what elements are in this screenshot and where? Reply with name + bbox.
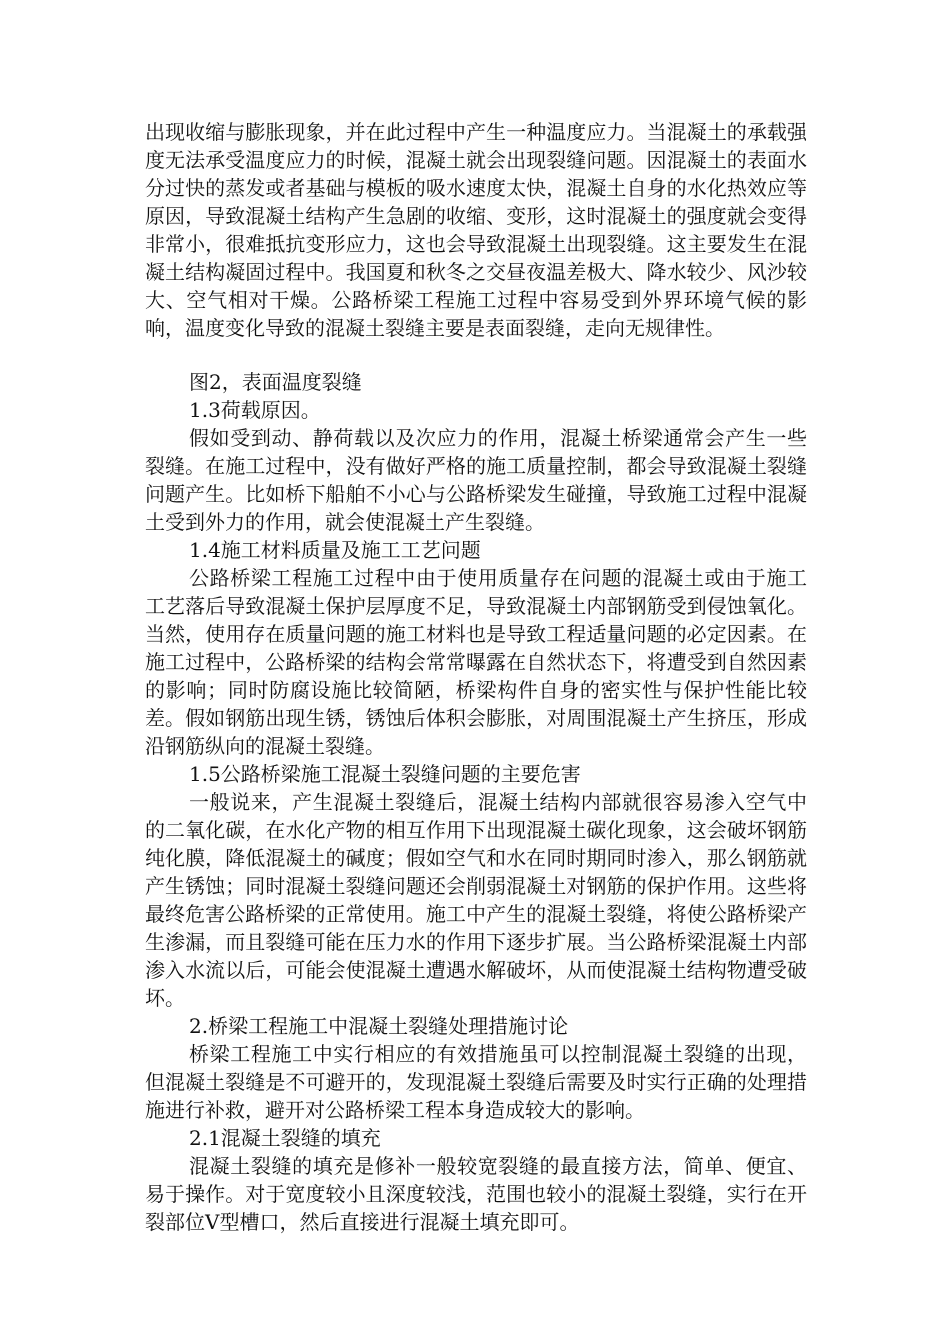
section-heading: 2.1混凝土裂缝的填充 [189,1126,381,1150]
document-body [145,118,807,1236]
body-paragraph: 一般说来，产生混凝土裂缝后，混凝土结构内部就很容易渗入空气中的二氧化碳，在水化产物的相互作用下出现混凝土碳化现象，这会破坏钢筋纯化膜，降低混凝土的碱度；假如空气和水在同时期同时渗入，那么钢筋就产生锈蚀；同时混凝土裂缝问题还会削弱混凝土对钢筋的保护作用。这些将最终危害公路桥梁的正常使用。施工中产生的混凝土裂缝，将使公路桥梁产生渗漏，而且裂缝可能在压力水的作用下逐步扩展。当公路桥梁混凝土内部渗入水流以后，可能会使混凝土遭遇水解破坏，从而使混凝土结构物遭受破坏。 [145,790,807,1010]
figure-caption: 图2，表面温度裂缝 [189,370,362,394]
body-paragraph: 公路桥梁工程施工过程中由于使用质量存在问题的混凝土或由于施工工艺落后导致混凝土保护层厚度不足，导致混凝土内部钢筋受到侵蚀氧化。当然，使用存在质量问题的施工材料也是导致工程适量问题的必定因素。在施工过程中，公路桥梁的结构会常常曝露在自然状态下，将遭受到自然因素的影响；同时防腐设施比较简陋，桥梁构件自身的密实性与保护性能比较差。假如钢筋出现生锈，锈蚀后体积会膨胀，对周围混凝土产生挤压，形成沿钢筋纵向的混凝土裂缝。 [145,566,807,758]
section-heading: 1.5公路桥梁施工混凝土裂缝问题的主要危害 [189,762,581,786]
body-paragraph: 混凝土裂缝的填充是修补一般较宽裂缝的最直接方法，简单、便宜、易于操作。对于宽度较小且深度较浅，范围也较小的混凝土裂缝，实行在开裂部位V型槽口，然后直接进行混凝土填充即可。 [145,1154,807,1234]
section-heading: 1.3荷载原因。 [189,398,321,422]
section-heading: 1.4施工材料质量及施工工艺问题 [189,538,481,562]
paragraph-spacer [145,342,807,368]
body-paragraph: 假如受到动、静荷载以及次应力的作用，混凝土桥梁通常会产生一些裂缝。在施工过程中，没有做好严格的施工质量控制，都会导致混凝土裂缝问题产生。比如桥下船舶不小心与公路桥梁发生碰撞，导致施工过程中混凝土受到外力的作用，就会使混凝土产生裂缝。 [145,426,807,534]
section-heading: 2.桥梁工程施工中混凝土裂缝处理措施讨论 [189,1014,569,1038]
body-paragraph: 出现收缩与膨胀现象，并在此过程中产生一种温度应力。当混凝土的承载强度无法承受温度应力的时候，混凝土就会出现裂缝问题。因混凝土的表面水分过快的蒸发或者基础与模板的吸水速度太快，混凝土自身的水化热效应等原因，导致混凝土结构产生急剧的收缩、变形，这时混凝土的强度就会变得非常小，很难抵抗变形应力，这也会导致混凝土出现裂缝。这主要发生在混凝土结构凝固过程中。我国夏和秋冬之交昼夜温差极大、降水较少、风沙较大、空气相对干燥。公路桥梁工程施工过程中容易受到外界环境气候的影响，温度变化导致的混凝土裂缝主要是表面裂缝，走向无规律性。 [145,120,807,340]
body-paragraph: 桥梁工程施工中实行相应的有效措施虽可以控制混凝土裂缝的出现，但混凝土裂缝是不可避开的，发现混凝土裂缝后需要及时实行正确的处理措施进行补救，避开对公路桥梁工程本身造成较大的影响。 [145,1042,807,1122]
